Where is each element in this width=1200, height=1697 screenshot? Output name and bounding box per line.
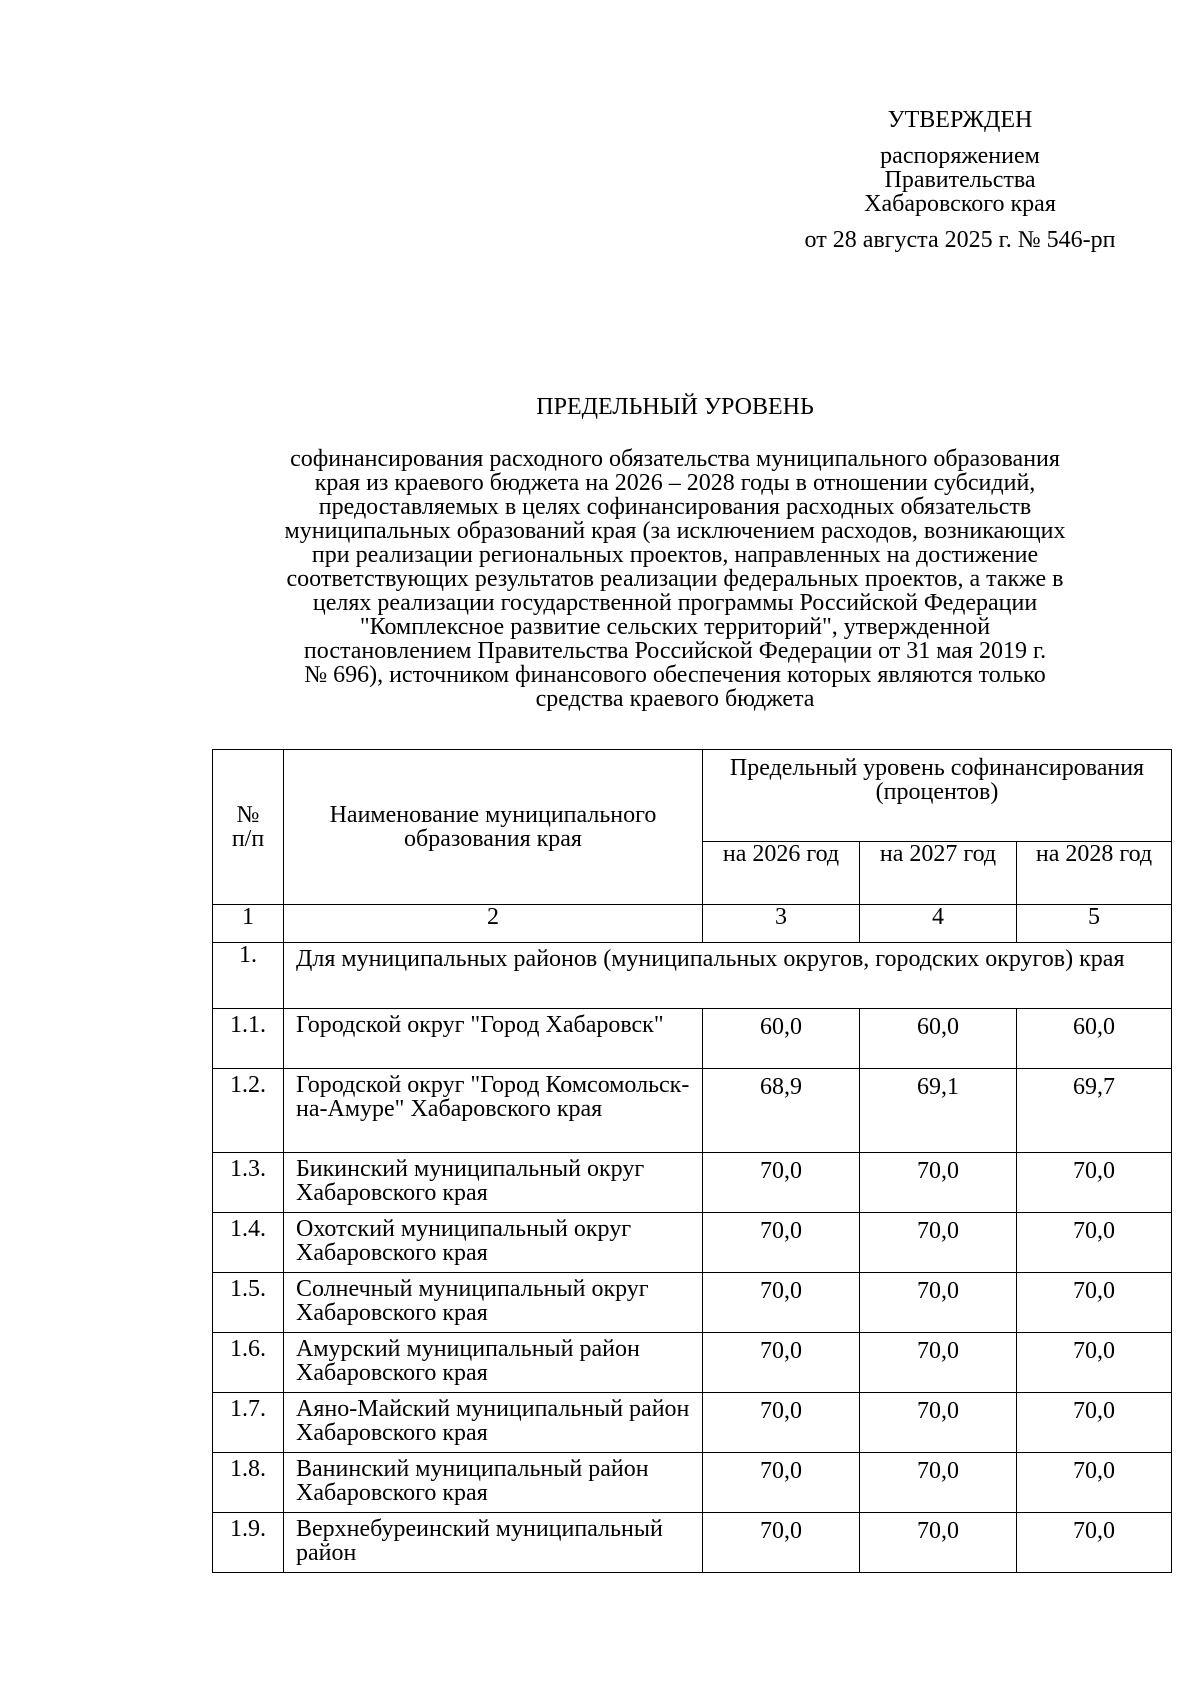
- table-row: [213, 1513, 1172, 1573]
- row-value-2028: 70,0: [1017, 1333, 1172, 1393]
- header-cofinancing-level: Предельный уровень софинансирования (процентов): [703, 750, 1172, 842]
- row-value-2026: 70,0: [703, 1453, 860, 1513]
- row-number: 1.8.: [213, 1453, 284, 1513]
- section-name: Для муниципальных районов (муниципальных округов, городских округов) края: [284, 943, 1172, 1009]
- row-name: Ванинский муниципальный район Хабаровского края: [284, 1453, 703, 1513]
- header-year-2026: на 2026 год: [703, 842, 860, 905]
- column-number: 4: [860, 905, 1017, 943]
- row-number: 1.3.: [213, 1153, 284, 1213]
- table-row: [213, 1153, 1172, 1213]
- row-value-2026: 68,9: [703, 1069, 860, 1153]
- column-numbers-row: [213, 905, 1172, 943]
- row-value-2028: 70,0: [1017, 1393, 1172, 1453]
- row-value-2026: 70,0: [703, 1513, 860, 1573]
- row-value-2028: 69,7: [1017, 1069, 1172, 1153]
- row-number: 1.2.: [213, 1069, 284, 1153]
- row-value-2027: 70,0: [860, 1153, 1017, 1213]
- cofinancing-table: [212, 749, 1172, 1573]
- row-value-2027: 70,0: [860, 1393, 1017, 1453]
- approval-line-3: Хабаровского края: [864, 191, 1056, 217]
- row-name: Аяно-Майский муниципальный район Хабаровского края: [284, 1393, 703, 1453]
- row-name: Бикинский муниципальный округ Хабаровского края: [284, 1153, 703, 1213]
- table-row: [213, 1273, 1172, 1333]
- table-row: [213, 1069, 1172, 1153]
- approval-line-2: Правительства: [884, 167, 1036, 193]
- row-value-2028: 70,0: [1017, 1153, 1172, 1213]
- column-number: 1: [213, 905, 284, 943]
- column-number: 5: [1017, 905, 1172, 943]
- row-name: Охотский муниципальный округ Хабаровского края: [284, 1213, 703, 1273]
- column-number: 3: [703, 905, 860, 943]
- row-value-2027: 70,0: [860, 1453, 1017, 1513]
- document-title: ПРЕДЕЛЬНЫЙ УРОВЕНЬ: [536, 394, 814, 420]
- table-row: [213, 1009, 1172, 1069]
- row-value-2027: 70,0: [860, 1513, 1017, 1573]
- approval-block: [700, 108, 1200, 252]
- row-number: 1.4.: [213, 1213, 284, 1273]
- header-year-2028: на 2028 год: [1017, 842, 1172, 905]
- row-value-2028: 70,0: [1017, 1273, 1172, 1333]
- table-row: [213, 1213, 1172, 1273]
- row-number: 1.9.: [213, 1513, 284, 1573]
- row-name: Городской округ "Город Комсомольск-на-Амуре" Хабаровского края: [284, 1069, 703, 1153]
- row-value-2026: 70,0: [703, 1393, 860, 1453]
- approval-line-1: распоряжением: [880, 143, 1040, 169]
- row-name: Городской округ "Город Хабаровск": [284, 1009, 703, 1069]
- row-name: Солнечный муниципальный округ Хабаровского края: [284, 1273, 703, 1333]
- row-value-2027: 69,1: [860, 1069, 1017, 1153]
- row-value-2026: 70,0: [703, 1213, 860, 1273]
- row-number: 1.6.: [213, 1333, 284, 1393]
- row-number: 1.7.: [213, 1393, 284, 1453]
- table-row: [213, 1453, 1172, 1513]
- row-value-2028: 70,0: [1017, 1453, 1172, 1513]
- row-value-2028: 70,0: [1017, 1513, 1172, 1573]
- header-year-2027: на 2027 год: [860, 842, 1017, 905]
- row-number: 1.5.: [213, 1273, 284, 1333]
- row-name: Амурский муниципальный район Хабаровского края: [284, 1333, 703, 1393]
- approval-date: от 28 августа 2025 г. № 546-рп: [804, 227, 1116, 253]
- row-value-2028: 70,0: [1017, 1213, 1172, 1273]
- row-value-2027: 70,0: [860, 1333, 1017, 1393]
- header-number: [213, 750, 284, 905]
- section-number: 1.: [213, 943, 284, 1009]
- row-value-2027: 70,0: [860, 1273, 1017, 1333]
- table-row: [213, 1393, 1172, 1453]
- row-value-2026: 70,0: [703, 1153, 860, 1213]
- header-name: Наименование муниципального образования края: [284, 750, 703, 905]
- row-value-2027: 70,0: [860, 1213, 1017, 1273]
- row-value-2026: 60,0: [703, 1009, 860, 1069]
- header-number-symbol: № п/п: [231, 802, 265, 852]
- table-row: [213, 1333, 1172, 1393]
- section-row: [213, 943, 1172, 1009]
- approval-word: УТВЕРЖДЕН: [887, 107, 1033, 133]
- document-subtitle: софинансирования расходного обязательства муниципального образования края из краевого бюджета на 2026 – 2028 годы в отношении субсидий, предоставляемых в целях софинансирования расходных обязательств муниципальных образований края (за исключением расходов, возникающих при реализации региональных проектов, направленных на достижение соответствующих результатов реализации федеральных проектов, а также в целях реализации государственной программы Российской Федерации "Комплексное развитие сельских территорий", утвержденной постановлением Правительства Российской Федерации от 31 мая 2019 г. № 696), источником финансового обеспечения которых являются только средства краевого бюджета: [284, 446, 1066, 712]
- row-value-2027: 60,0: [860, 1009, 1017, 1069]
- column-number: 2: [284, 905, 703, 943]
- row-value-2028: 60,0: [1017, 1009, 1172, 1069]
- row-name: Верхнебуреинский муниципальный район: [284, 1513, 703, 1573]
- row-number: 1.1.: [213, 1009, 284, 1069]
- row-value-2026: 70,0: [703, 1273, 860, 1333]
- row-value-2026: 70,0: [703, 1333, 860, 1393]
